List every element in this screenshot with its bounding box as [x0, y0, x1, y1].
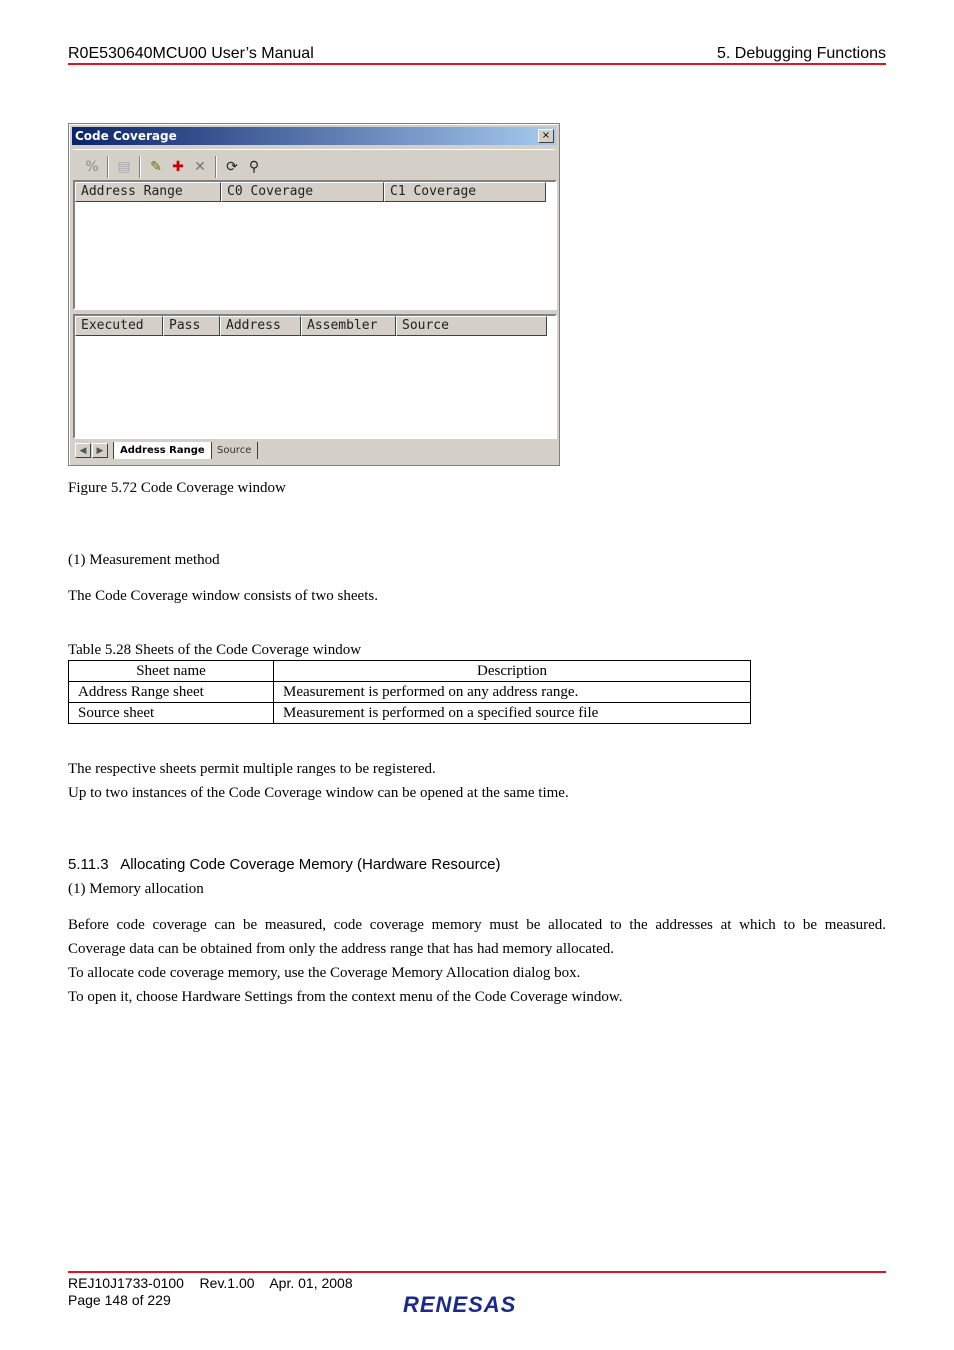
table-cell: Measurement is performed on any address range.: [274, 682, 751, 703]
window-title: Code Coverage: [75, 129, 177, 143]
tab-address-range[interactable]: Address Range: [113, 442, 212, 459]
add-range-icon[interactable]: ✚: [172, 159, 184, 175]
set-range-icon[interactable]: ✎: [150, 159, 162, 175]
refresh-icon[interactable]: ⟳: [226, 159, 238, 175]
tab-scroll-left-icon[interactable]: ◀: [75, 443, 91, 458]
revision: Rev.1.00: [199, 1275, 255, 1291]
paragraph-line: Before code coverage can be measured, code coverage memory must be allocated to the addresses at which to be measured.: [68, 917, 886, 933]
footer-rule: [68, 1271, 886, 1273]
chapter-title: 5. Debugging Functions: [717, 45, 886, 62]
column-c1-coverage[interactable]: C1 Coverage: [384, 182, 546, 202]
table-cell: Measurement is performed on a specified source file: [274, 703, 751, 724]
paragraph-line: Coverage data can be obtained from only the address range that has had memory allocated.: [68, 941, 615, 957]
measurement-heading: (1) Measurement method: [68, 552, 220, 568]
table-row: [69, 703, 751, 724]
percent-icon[interactable]: %: [85, 159, 99, 175]
table-header-sheet-name: Sheet name: [69, 661, 274, 682]
figure-caption: Figure 5.72 Code Coverage window: [68, 480, 286, 496]
find-icon[interactable]: ⚲: [248, 159, 260, 175]
coverage-detail-pane[interactable]: [73, 314, 557, 439]
toolbar-separator: [139, 156, 141, 178]
tab-source[interactable]: Source: [211, 442, 258, 459]
delete-range-icon[interactable]: ✕: [194, 159, 206, 175]
column-c0-coverage[interactable]: C0 Coverage: [221, 182, 384, 202]
date: Apr. 01, 2008: [269, 1275, 353, 1291]
table-cell: Address Range sheet: [69, 682, 274, 703]
disabled-icon[interactable]: ▤: [117, 159, 131, 175]
column-executed[interactable]: Executed: [75, 316, 163, 336]
toolbar-separator: [215, 156, 217, 178]
table-header-row: [69, 661, 751, 682]
toolbar-separator: [107, 156, 109, 178]
section-title: Allocating Code Coverage Memory (Hardware Resource): [120, 856, 501, 873]
table-row: [69, 682, 751, 703]
tab-scroll-right-icon[interactable]: ▶: [92, 443, 108, 458]
table-caption: Table 5.28 Sheets of the Code Coverage window: [68, 642, 362, 658]
toolbar: [73, 149, 555, 180]
note-line: The respective sheets permit multiple ranges to be registered.: [68, 761, 436, 777]
paragraph-line: To allocate code coverage memory, use the Coverage Memory Allocation dialog box.: [68, 965, 581, 981]
measurement-intro: The Code Coverage window consists of two sheets.: [68, 588, 378, 604]
memory-allocation-heading: (1) Memory allocation: [68, 881, 204, 897]
manual-title: R0E530640MCU00 User’s Manual: [68, 45, 314, 62]
address-range-pane[interactable]: [73, 180, 557, 310]
renesas-logo: RENESAS: [403, 1292, 517, 1317]
section-number: 5.11.3: [68, 856, 109, 873]
column-pass[interactable]: Pass: [163, 316, 220, 336]
column-address[interactable]: Address: [220, 316, 301, 336]
section-heading: [68, 856, 500, 873]
column-address-range[interactable]: Address Range: [75, 182, 221, 202]
table-header-description: Description: [274, 661, 751, 682]
sheets-table: [68, 660, 751, 724]
sheet-tab-bar: [73, 441, 555, 461]
note-line: Up to two instances of the Code Coverage window can be opened at the same time.: [68, 785, 569, 801]
footer-doc-info: [68, 1275, 353, 1291]
page-number: Page 148 of 229: [68, 1292, 171, 1308]
paragraph-line: To open it, choose Hardware Settings from the context menu of the Code Coverage window.: [68, 989, 623, 1005]
doc-id: REJ10J1733-0100: [68, 1275, 184, 1291]
column-assembler[interactable]: Assembler: [301, 316, 396, 336]
code-coverage-window: [68, 123, 560, 466]
header-rule: [68, 63, 886, 65]
column-source[interactable]: Source: [396, 316, 547, 336]
table-cell: Source sheet: [69, 703, 274, 724]
window-titlebar: [72, 127, 556, 145]
close-button[interactable]: ×: [538, 129, 554, 143]
